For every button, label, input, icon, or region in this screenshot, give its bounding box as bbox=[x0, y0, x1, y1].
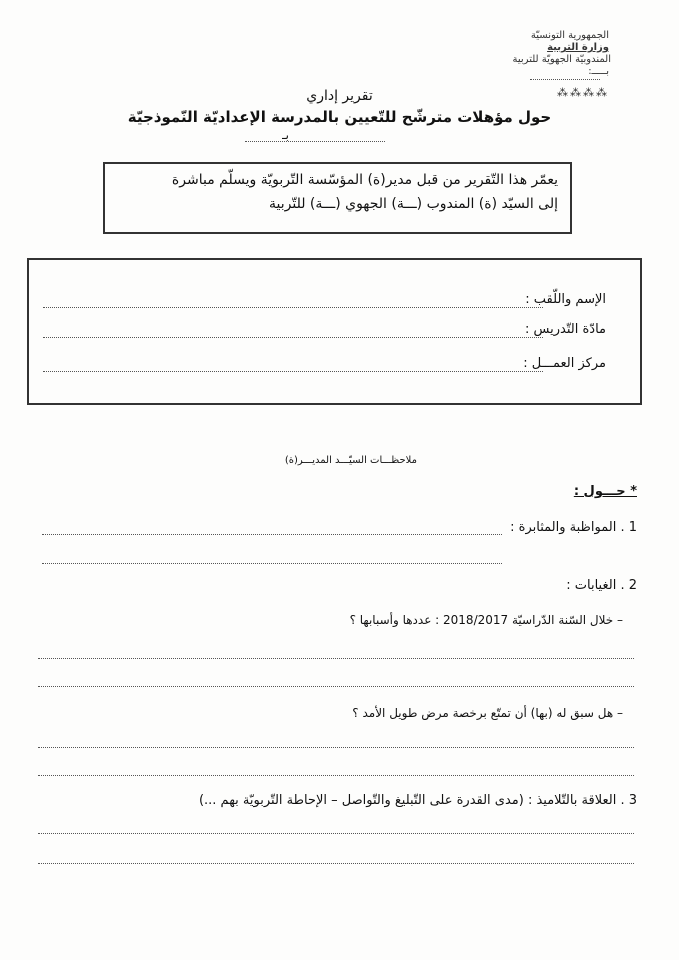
field-name-input[interactable] bbox=[43, 306, 543, 308]
regional-office-label: المندوبيّة الجهويّة للتربية bbox=[512, 54, 611, 65]
city-dotted-line bbox=[530, 78, 600, 80]
ministry-label: وزارة التربية bbox=[547, 42, 609, 53]
field-name-label: الإسم واللّقب : bbox=[525, 292, 606, 307]
question-long-sick-leave: – هل سبق له (بها) أن تمتّع برخصة مرض طويل الأمد ؟ bbox=[352, 706, 623, 720]
attendance-line-1[interactable] bbox=[42, 533, 502, 535]
notice-box bbox=[103, 162, 572, 234]
field-workplace-label: مركز العمـــل : bbox=[523, 356, 606, 371]
student-relations-line-2[interactable] bbox=[38, 862, 634, 864]
field-subject-label: مادّة التّدريس : bbox=[525, 322, 606, 337]
question-attendance: 1 . المواظبة والمثابرة : bbox=[510, 520, 637, 535]
section-title: * حـــول : bbox=[573, 484, 637, 499]
page-subtitle: حول مؤهلات مترشّح للتّعيين بالمدرسة الإعداديّة النّموذجيّة bbox=[127, 108, 552, 126]
subtitle-prefix: بـ bbox=[282, 128, 289, 142]
question-student-relations: 3 . العلاقة بالتّلاميذ : (مدى القدرة على التّبليغ والتّواصل – الإحاطة التّربويّة بهم ...) bbox=[198, 793, 637, 808]
question-absences: 2 . الغيابات : bbox=[566, 578, 637, 593]
absences-year-line-2[interactable] bbox=[38, 685, 634, 687]
attendance-line-2[interactable] bbox=[42, 562, 502, 564]
stars-ornament: ⁂⁂⁂⁂ bbox=[557, 86, 609, 99]
question-absences-year: – خلال السّنة الدّراسيّة 2018/2017 : عددها وأسبابها ؟ bbox=[349, 613, 623, 627]
observations-title: ملاحظـــات السيّـــد المديـــر(ة) bbox=[284, 455, 417, 466]
field-subject-input[interactable] bbox=[43, 336, 543, 338]
notice-line-1: يعمّر هذا التّقرير من قبل مدير(ة) المؤسّسة التّربويّة ويسلّم مباشرة bbox=[171, 172, 558, 188]
sick-leave-line-1[interactable] bbox=[38, 746, 634, 748]
page-title: تقرير إداري bbox=[306, 88, 373, 104]
republic-label: الجمهورية التونسيّة bbox=[530, 30, 609, 41]
subtitle-dotted-line bbox=[245, 140, 385, 142]
student-relations-line-1[interactable] bbox=[38, 832, 634, 834]
notice-line-2: إلى السيّد (ة) المندوب (ـــة) الجهوي (ـــة) للتّربية bbox=[269, 196, 558, 212]
sick-leave-line-2[interactable] bbox=[38, 774, 634, 776]
identity-box bbox=[27, 258, 642, 405]
field-workplace-input[interactable] bbox=[43, 370, 543, 372]
absences-year-line-1[interactable] bbox=[38, 657, 634, 659]
city-label: بـــــ: bbox=[588, 66, 609, 77]
